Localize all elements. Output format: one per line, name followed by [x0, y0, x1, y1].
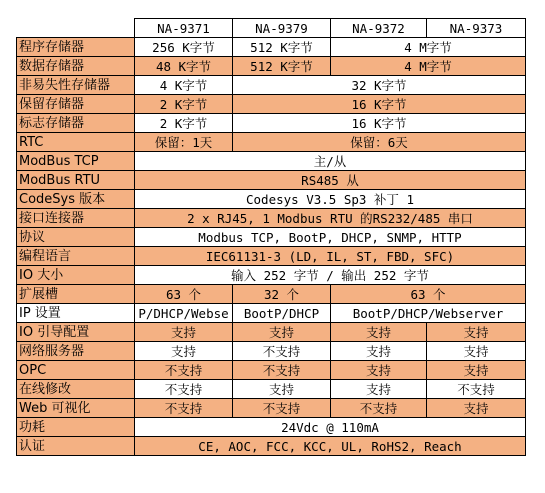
column-header: NA-9379 — [233, 19, 331, 38]
table-cell: 支持 — [233, 380, 331, 399]
table-cell: 16 K字节 — [233, 95, 526, 114]
spec-table-container — [16, 18, 526, 456]
table-cell: CE, AOC, FCC, KCC, UL, RoHS2, Reach — [135, 437, 526, 456]
table-cell: 支持 — [427, 342, 526, 361]
table-cell: 不支持 — [233, 399, 331, 418]
table-cell: 支持 — [427, 399, 526, 418]
table-cell: 支持 — [427, 323, 526, 342]
table-cell: 4 K字节 — [135, 76, 233, 95]
column-header: NA-9372 — [331, 19, 427, 38]
row-label: ModBus TCP — [17, 152, 135, 171]
table-cell: 不支持 — [233, 361, 331, 380]
table-cell: 不支持 — [427, 380, 526, 399]
table-cell: 2 K字节 — [135, 95, 233, 114]
table-cell: 支持 — [331, 323, 427, 342]
table-cell: 保留：1天 — [135, 133, 233, 152]
table-row — [17, 266, 526, 285]
row-label: 非易失性存储器 — [17, 76, 135, 95]
table-cell: 不支持 — [135, 399, 233, 418]
row-label: 在线修改 — [17, 380, 135, 399]
row-label: 标志存储器 — [17, 114, 135, 133]
table-cell: RS485 从 — [135, 171, 526, 190]
table-row — [17, 171, 526, 190]
table-cell: 支持 — [233, 323, 331, 342]
table-row — [17, 57, 526, 76]
table-cell: 不支持 — [135, 380, 233, 399]
row-label: IO 引导配置 — [17, 323, 135, 342]
header-row — [17, 19, 526, 38]
table-cell: 支持 — [331, 361, 427, 380]
table-cell: 支持 — [135, 323, 233, 342]
row-label: CodeSys 版本 — [17, 190, 135, 209]
table-cell: 512 K字节 — [233, 38, 331, 57]
table-cell: 输入 252 字节 / 输出 252 字节 — [135, 266, 526, 285]
spec-table — [16, 18, 526, 456]
row-label: RTC — [17, 133, 135, 152]
table-cell: 支持 — [427, 361, 526, 380]
row-label: IO 大小 — [17, 266, 135, 285]
row-label: Web 可视化 — [17, 399, 135, 418]
corner-cell — [17, 19, 135, 38]
row-label: 程序存储器 — [17, 38, 135, 57]
row-label: OPC — [17, 361, 135, 380]
row-label: 网络服务器 — [17, 342, 135, 361]
row-label: IP 设置 — [17, 304, 135, 323]
table-cell: 不支持 — [135, 361, 233, 380]
table-row — [17, 342, 526, 361]
table-cell: 主/从 — [135, 152, 526, 171]
table-cell: 2 K字节 — [135, 114, 233, 133]
table-cell: IEC61131-3 (LD, IL, ST, FBD, SFC) — [135, 247, 526, 266]
row-label: 认证 — [17, 437, 135, 456]
table-cell: 支持 — [331, 342, 427, 361]
column-header: NA-9373 — [427, 19, 526, 38]
table-cell: Modbus TCP, BootP, DHCP, SNMP, HTTP — [135, 228, 526, 247]
column-header: NA-9371 — [135, 19, 233, 38]
table-row — [17, 190, 526, 209]
table-row — [17, 209, 526, 228]
table-cell: 支持 — [135, 342, 233, 361]
table-row — [17, 304, 526, 323]
table-cell: 48 K字节 — [135, 57, 233, 76]
row-label: 接口连接器 — [17, 209, 135, 228]
table-row — [17, 247, 526, 266]
table-cell: 16 K字节 — [233, 114, 526, 133]
table-cell: 保留：6天 — [233, 133, 526, 152]
table-cell: 32 个 — [233, 285, 331, 304]
row-label: 扩展槽 — [17, 285, 135, 304]
table-cell: 32 K字节 — [233, 76, 526, 95]
table-row — [17, 361, 526, 380]
table-row — [17, 228, 526, 247]
table-cell: 24Vdc @ 110mA — [135, 418, 526, 437]
table-row — [17, 95, 526, 114]
table-cell: Codesys V3.5 Sp3 补丁 1 — [135, 190, 526, 209]
table-cell: 63 个 — [331, 285, 526, 304]
row-label: 协议 — [17, 228, 135, 247]
row-label: 功耗 — [17, 418, 135, 437]
table-cell: BootP/DHCP — [233, 304, 331, 323]
table-cell: 4 M字节 — [331, 57, 526, 76]
table-row — [17, 114, 526, 133]
table-cell: 256 K字节 — [135, 38, 233, 57]
table-cell: 4 M字节 — [331, 38, 526, 57]
table-row — [17, 285, 526, 304]
table-cell: BootP/DHCP/Webserver — [331, 304, 526, 323]
table-cell: 2 x RJ45, 1 Modbus RTU 的RS232/485 串口 — [135, 209, 526, 228]
table-cell: 不支持 — [233, 342, 331, 361]
table-row — [17, 152, 526, 171]
table-cell: 不支持 — [331, 399, 427, 418]
row-label: 保留存储器 — [17, 95, 135, 114]
table-cell: 512 K字节 — [233, 57, 331, 76]
table-row — [17, 38, 526, 57]
table-cell: P/DHCP/Webse — [135, 304, 233, 323]
table-row — [17, 399, 526, 418]
table-cell: 63 个 — [135, 285, 233, 304]
row-label: 数据存储器 — [17, 57, 135, 76]
table-row — [17, 418, 526, 437]
table-cell: 支持 — [331, 380, 427, 399]
table-row — [17, 76, 526, 95]
table-row — [17, 323, 526, 342]
row-label: ModBus RTU — [17, 171, 135, 190]
row-label: 编程语言 — [17, 247, 135, 266]
table-row — [17, 380, 526, 399]
table-row — [17, 133, 526, 152]
table-row — [17, 437, 526, 456]
